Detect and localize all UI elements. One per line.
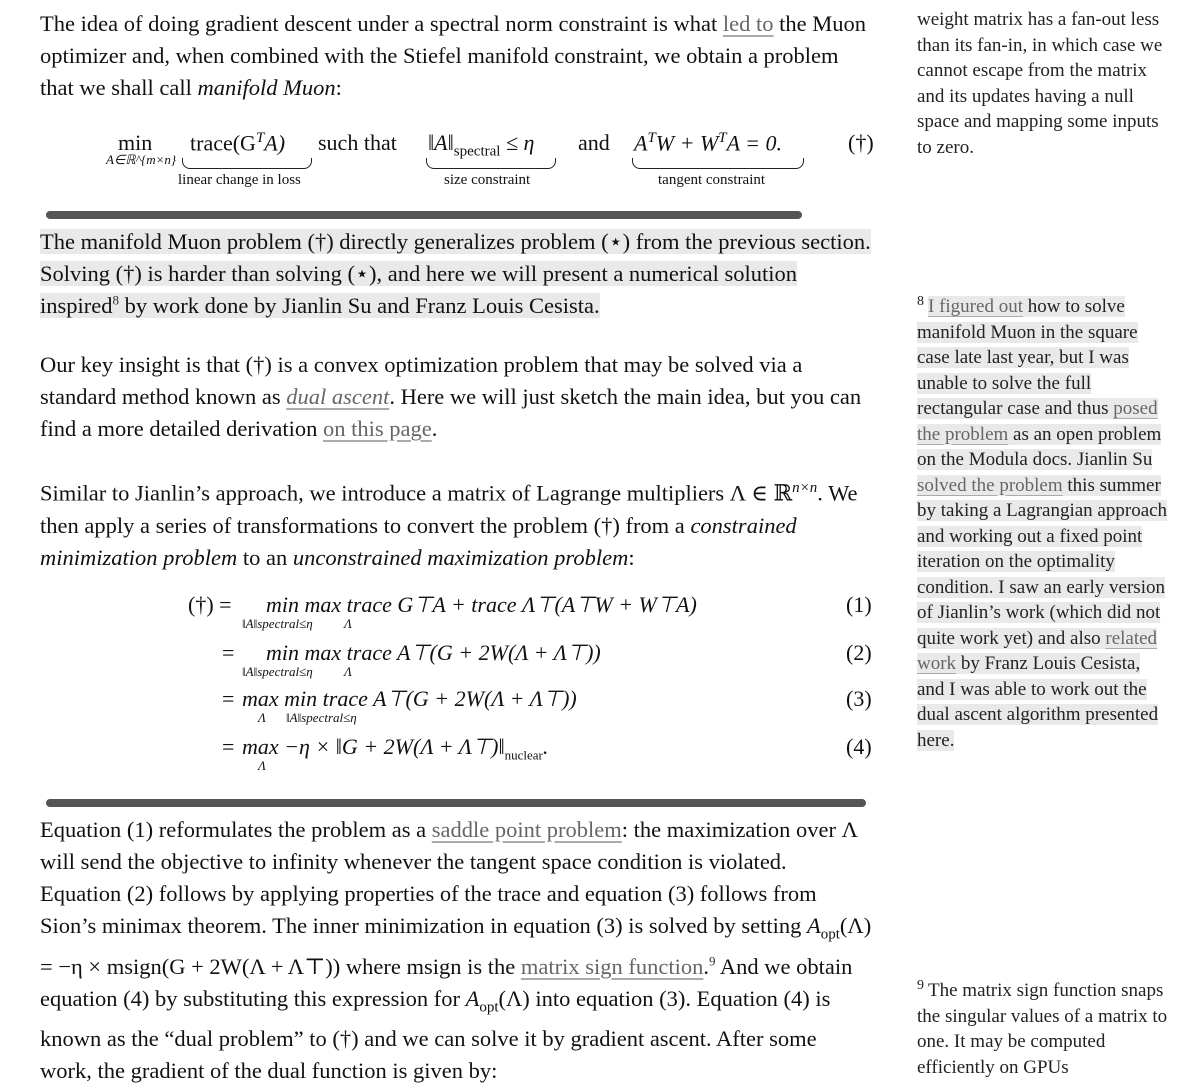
trace-term: [190, 130, 285, 156]
subscript: opt: [479, 999, 499, 1015]
scrollbar-equation[interactable]: [46, 211, 802, 219]
sidenote-number: 9: [917, 977, 924, 993]
equation-derivation: [40, 592, 872, 782]
text: Similar to Jianlin’s approach, we introduce a matrix of Lagrange multipliers Λ ∈ ℝ: [40, 480, 793, 506]
link-related-work[interactable]: related work: [917, 627, 1158, 674]
paragraph-intro: [40, 8, 872, 104]
text: max −η × ‖G + 2W(Λ + Λ⊤)‖: [242, 734, 505, 759]
text: the Muon optimizer and, when combined with the Stiefel manifold constraint, we obtain a problem that we shall call: [40, 11, 867, 100]
text: And we obtain equation (4) by substituting this expression for: [40, 953, 853, 1011]
text: trace(G: [190, 130, 256, 156]
link-matrix-sign-function[interactable]: matrix sign function: [520, 953, 704, 979]
underbrace-loss: [182, 158, 312, 169]
emphasis-constrained: constrained minimization problem: [40, 512, 797, 570]
text: The idea of doing gradient descent under a spectral norm constraint is what: [40, 11, 723, 36]
text: :: [628, 544, 635, 570]
aopt-symbol: A: [806, 913, 821, 938]
row4-sub-lambda: Λ: [258, 758, 266, 773]
equals-2: =: [222, 640, 235, 665]
equals-4: =: [222, 734, 235, 759]
row1-sub-lambda: Λ: [344, 616, 352, 631]
text: .: [542, 734, 549, 759]
text: : the maximization over Λ will send the objective to infinity whenever the tangent space condition is violated. Equation (2) follows by applying properties of the trace and equation (3) follows from Sion’s minimax theorem. The inner minimization in equation (3) is solved by setting: [40, 817, 858, 938]
link-on-this-page[interactable]: on this page: [323, 416, 432, 441]
tag-3: (3): [846, 686, 872, 711]
subscript: opt: [820, 926, 840, 943]
text: Equation (1) reformulates the problem as a: [40, 817, 432, 842]
text: The matrix sign function snaps the singular values of a matrix to one. It may be computed efficiently on GPUs: [917, 980, 1168, 1078]
footnote-ref-8[interactable]: 8: [112, 292, 119, 308]
row1-sub-norm: ‖A‖spectral≤η: [242, 616, 313, 631]
paragraph-generalizes: [40, 226, 872, 322]
text: ≤ η: [505, 130, 535, 155]
highlighted-text: [40, 229, 871, 318]
tangent-term: $A^TW + W^TA = 0$.: [634, 130, 783, 156]
label-linear-change: linear change in loss: [178, 172, 301, 188]
text: :: [335, 75, 342, 100]
footnote-ref-9[interactable]: 9: [708, 953, 716, 968]
tag-4: (4): [846, 734, 872, 759]
subscript: spectral: [453, 143, 501, 160]
text: by work done by Jianlin Su and Franz Louis Cesista.: [119, 293, 600, 318]
sidenote-8: [917, 294, 1169, 753]
text: The manifold Muon problem (†) directly generalizes problem (⋆) from the previous section. Solving (†) is harder than solving (⋆), and here we will present a numerical solution inspired: [40, 229, 871, 318]
text: A): [264, 130, 286, 156]
row3-sub-norm: ‖A‖spectral≤η: [286, 710, 357, 725]
text: . We then apply a series of transformations to convert the problem (†) from a: [40, 480, 858, 538]
tag-1: (1): [846, 592, 872, 617]
text: . Here we will just sketch the main idea, but you can find a more detailed derivation: [40, 384, 862, 441]
and-word: and: [578, 130, 610, 155]
scrollbar-derivation[interactable]: [46, 799, 866, 807]
paragraph-key-insight: [40, 349, 872, 445]
equation-tag-dagger: (†): [848, 130, 874, 155]
row2-sub-lambda: Λ: [344, 664, 352, 679]
text: W + W: [655, 130, 719, 156]
link-solved-the-problem[interactable]: solved the problem: [917, 474, 1063, 496]
derivation-row-3: max min trace A⊤(G + 2W(Λ + Λ⊤)): [242, 686, 577, 711]
underbrace-tangent: [632, 158, 804, 169]
link-i-figured-out[interactable]: I figured out: [928, 296, 1023, 317]
text: .: [703, 953, 709, 979]
text: to an: [237, 544, 293, 570]
sidenote-9: [917, 978, 1169, 1080]
text: as an open problem on the Modula docs. Jianlin Su: [917, 423, 1162, 470]
min-operator: min: [118, 130, 153, 155]
tag-2: (2): [846, 640, 872, 665]
row3-sub-lambda: Λ: [258, 710, 266, 725]
text: this summer by taking a Lagrangian approach and working out a fixed point iteration on the optimality condition. I saw an early version of Jianlin’s work (which did not quite work yet) and also: [917, 474, 1168, 649]
label-tangent-constraint: tangent constraint: [658, 172, 766, 188]
sidenote-number: 8: [917, 293, 924, 309]
text: (Λ) into equation (3). Equation (4) is known as the “dual problem” to (†) and we can solve it by gradient ascent. After some work, the gradient of the dual function is given by:: [40, 985, 831, 1083]
text: A = 0.: [726, 130, 783, 156]
derivation-row-1: min max trace G⊤A + trace Λ⊤(A⊤W + W⊤A): [266, 592, 697, 617]
equation-dagger: [40, 128, 872, 198]
text: (Λ) = −η × msign(G + 2W(Λ + Λ⊤)) where msign is the: [40, 913, 872, 979]
equals-3: =: [222, 686, 235, 711]
emphasis-unconstrained: unconstrained maximization problem: [292, 544, 629, 570]
text: Our key insight is that (†) is a convex optimization problem that may be solved via a standard method known as: [40, 352, 803, 409]
row2-sub-norm: ‖A‖spectral≤η: [242, 664, 313, 679]
norm-term: [428, 130, 534, 160]
highlighted-text: [917, 293, 1168, 751]
subscript: nuclear: [504, 747, 543, 763]
superscript: n×n: [792, 480, 818, 496]
underbrace-size: [426, 158, 556, 169]
text: A: [634, 130, 648, 156]
min-subscript: A∈ℝ^{m×n}: [106, 152, 177, 167]
link-dual-ascent[interactable]: dual ascent: [286, 384, 390, 409]
derivation-lhs: (†) =: [188, 592, 232, 617]
paragraph-equations-explained: [40, 814, 872, 1087]
superscript: T: [255, 130, 265, 146]
text: ‖A‖: [428, 130, 454, 155]
emphasis-manifold-muon: manifold Muon: [197, 75, 336, 100]
aopt-symbol: A: [465, 985, 480, 1011]
label-size-constraint: size constraint: [444, 172, 531, 188]
link-saddle-point[interactable]: saddle point problem: [431, 817, 622, 842]
text: .: [431, 416, 438, 441]
link-led-to[interactable]: led to: [722, 11, 774, 36]
text: by Franz Louis Cesista, and I was able to work out the dual ascent algorithm presented here.: [917, 653, 1159, 751]
text: how to solve manifold Muon in the square case late last year, but I was unable to solve the full rectangular case and thus: [917, 296, 1138, 419]
derivation-row-2: min max trace A⊤(G + 2W(Λ + Λ⊤)): [266, 640, 601, 665]
sidenote-previous: weight matrix has a fan-out less than its fan-in, in which case we cannot escape from the matrix and its updates having a null space and mapping some inputs to zero.: [917, 9, 1163, 158]
such-that: such that: [318, 130, 397, 155]
link-posed-the-problem[interactable]: posed the problem: [917, 398, 1158, 445]
paragraph-lagrange: [40, 472, 872, 574]
derivation-row-4: [242, 734, 548, 763]
